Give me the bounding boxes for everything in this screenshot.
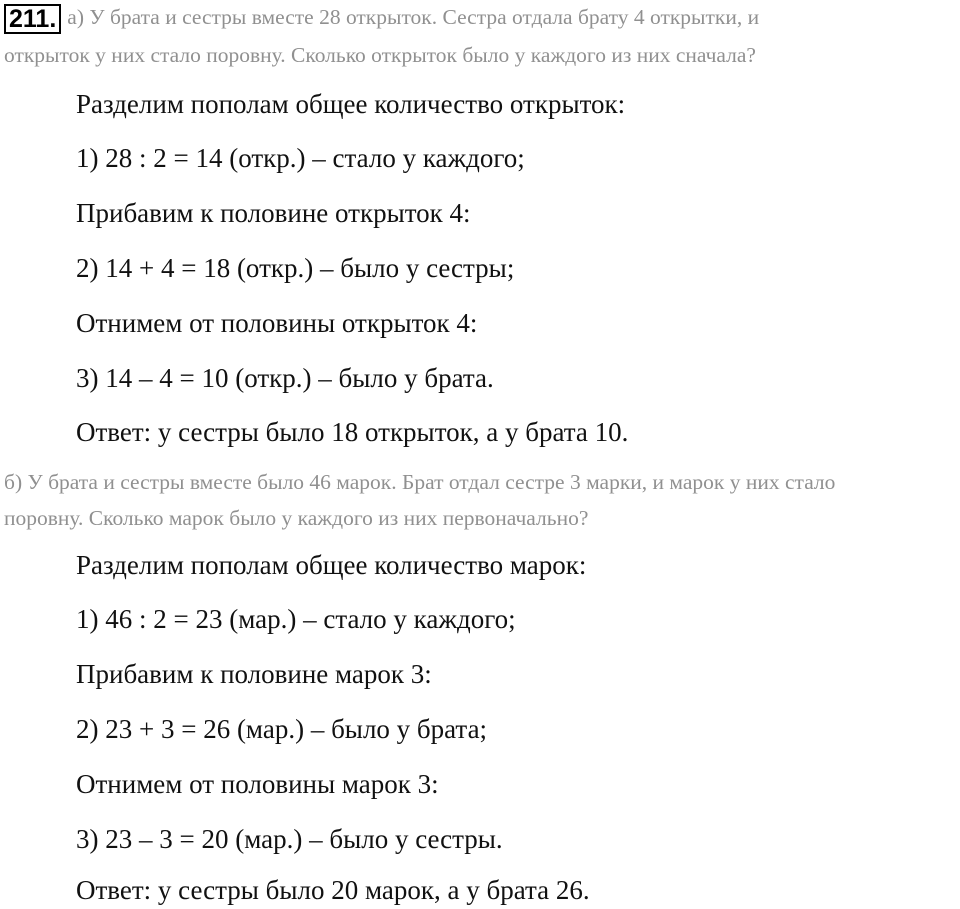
- solution-b-line-2: 1) 46 : 2 = 23 (мар.) – стало у каждого;: [76, 604, 516, 634]
- solution-a-line-2: 1) 28 : 2 = 14 (откр.) – стало у каждого;: [76, 143, 525, 173]
- task-statement-a-text-1: а) У брата и сестры вместе 28 открыток. Сестра отдала брату 4 открытки, и: [67, 5, 760, 29]
- solution-b-line-5: Отнимем от половины марок 3:: [76, 769, 439, 799]
- solution-b-line-1: Разделим пополам общее количество марок:: [76, 550, 587, 580]
- task-statement-a-line-2: открыток у них стало поровну. Сколько открыток было у каждого из них сначала?: [4, 43, 756, 67]
- solution-a-line-6: 3) 14 – 4 = 10 (откр.) – было у брата.: [76, 363, 494, 393]
- task-statement-a-line-1: [4, 4, 759, 34]
- solution-a-line-4: 2) 14 + 4 = 18 (откр.) – было у сестры;: [76, 253, 515, 283]
- solution-a-answer: Ответ: у сестры было 18 открыток, а у брата 10.: [76, 417, 629, 447]
- task-statement-b-line-1: б) У брата и сестры вместе было 46 марок. Брат отдал сестре 3 марки, и марок у них стало: [4, 470, 836, 494]
- solution-b-line-3: Прибавим к половине марок 3:: [76, 659, 432, 689]
- solution-b-line-6: 3) 23 – 3 = 20 (мар.) – было у сестры.: [76, 824, 503, 854]
- solution-a-line-5: Отнимем от половины открыток 4:: [76, 308, 478, 338]
- task-number-box: 211.: [4, 4, 61, 34]
- solution-b-line-4: 2) 23 + 3 = 26 (мар.) – было у брата;: [76, 714, 488, 744]
- solution-b-answer: Ответ: у сестры было 20 марок, а у брата 26.: [76, 875, 590, 905]
- solution-a-line-1: Разделим пополам общее количество открыток:: [76, 89, 626, 119]
- solution-a-line-3: Прибавим к половине открыток 4:: [76, 198, 471, 228]
- task-statement-b-line-2: поровну. Сколько марок было у каждого из них первоначально?: [4, 506, 589, 530]
